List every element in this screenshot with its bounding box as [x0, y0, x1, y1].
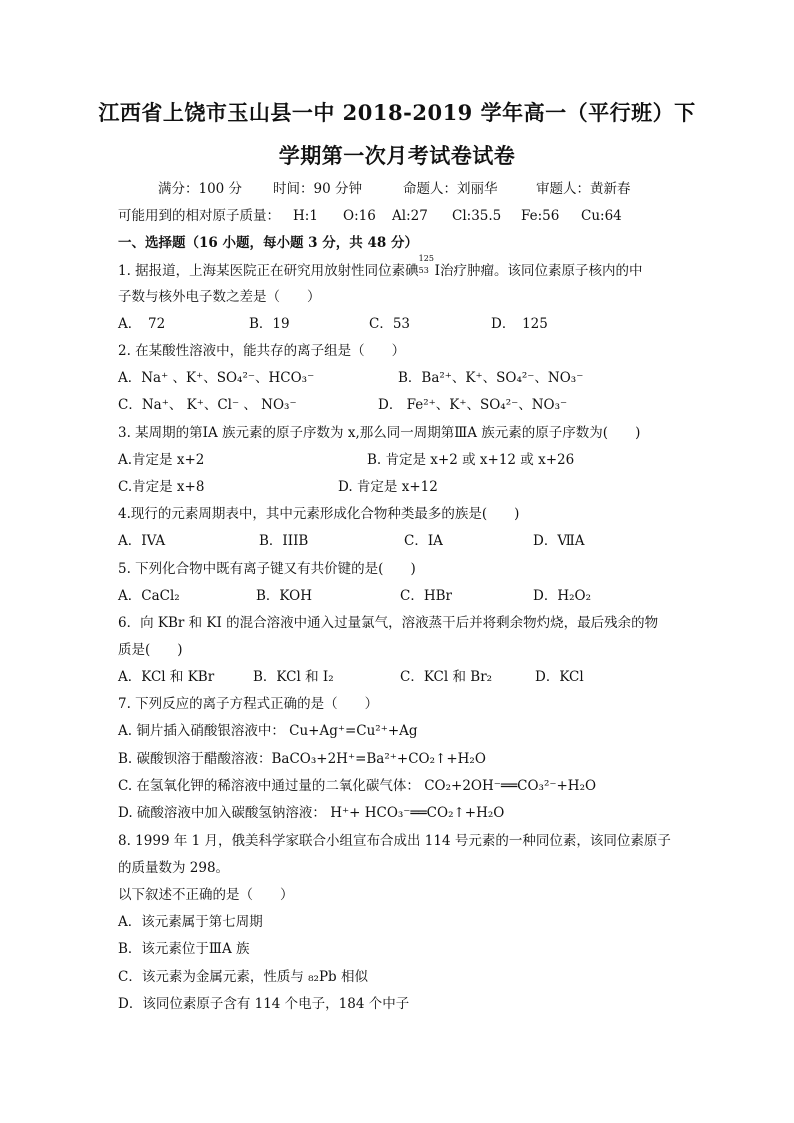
question-7-stem: 7. 下列反应的离子方程式正确的是（ ） [118, 696, 379, 712]
question-8-stem: 8. 1999 年 1 月，俄美科学家联合小组宣布合成出 114 号元素的一种同位素，该同位素原子 [118, 833, 671, 849]
question-6-stem: 6．向 KBr 和 KI 的混合溶液中通入过量氯气，溶液蒸干后并将剩余物灼烧，最后残余的物 [118, 615, 659, 631]
exam-title-line2: 学期第一次月考试卷试卷 [278, 143, 516, 168]
option-a: A.肯定是 x+2 [118, 452, 205, 468]
atomic-mass-item: H:1 [293, 208, 318, 224]
question-1-stem [118, 254, 643, 280]
option-a: A．该元素属于第七周期 [118, 914, 263, 930]
question-5-stem: 5. 下列化合物中既有离子键又有共价键的是( ) [118, 561, 416, 577]
option-c: C. 在氢氧化钾的稀溶液中通过量的二氧化碳气体： CO₂+2OH⁻══CO₃²⁻+H₂O [118, 778, 597, 794]
option-a: A． 72 [118, 316, 166, 332]
option-d: D. 硫酸溶液中加入碳酸氢钠溶液： H⁺+ HCO₃⁻══CO₂↑+H₂O [118, 805, 505, 821]
question-2-stem: 2. 在某酸性溶液中，能共存的离子组是（ ） [118, 343, 406, 359]
mass-number: 125 [418, 254, 434, 263]
exam-time: 时间：90 分钟 [273, 181, 362, 197]
option-b: B. 碳酸钡溶于醋酸溶液：BaCO₃+2H⁺=Ba²⁺+CO₂↑+H₂O [118, 751, 486, 767]
question-author: 命题人：刘丽华 [403, 181, 498, 197]
question-1-stem-part: 治疗肿瘤。该同位素原子核内的中 [440, 263, 643, 279]
option-c: C．ⅠA [404, 533, 443, 549]
option-b: B．IIIB [259, 533, 309, 549]
option-d: D．KCl [535, 669, 584, 685]
option-a: A．IVA [118, 533, 166, 549]
atomic-mass-item: Al:27 [392, 208, 428, 224]
option-c: C．KCl 和 Br₂ [400, 669, 493, 685]
atomic-mass-item: Cu:64 [581, 208, 622, 224]
option-b: B．KOH [256, 588, 312, 604]
option-a: A．KCl 和 KBr [118, 669, 215, 685]
option-c: C.肯定是 x+8 [118, 479, 205, 495]
section-heading: 一、选择题（16 小题，每小题 3 分，共 48 分） [118, 235, 418, 251]
exam-title-line1: 江西省上饶市玉山县一中 2018-2019 学年高一（平行班）下 [98, 100, 696, 125]
question-1-stem-cont: 子数与核外电子数之差是（ ） [118, 289, 321, 305]
atomic-mass-label: 可能用到的相对原子质量： [118, 208, 280, 224]
element-symbol: I [434, 263, 441, 279]
option-d: D． 125 [491, 316, 548, 332]
option-d: D．ⅦA [533, 533, 585, 549]
question-8-prompt: 以下叙述不正确的是（ ） [118, 887, 294, 903]
full-score: 满分：100 分 [158, 181, 243, 197]
reviewer: 审题人：黄新春 [536, 181, 631, 197]
question-6-stem-cont: 质是( ) [118, 642, 183, 658]
option-d: D． Fe²⁺、K⁺、SO₄²⁻、NO₃⁻ [378, 397, 568, 413]
question-1-stem-part: 1. 据报道，上海某医院正在研究用放射性同位素碘 [118, 263, 419, 279]
option-d: D．该同位素原子含有 114 个电子，184 个中子 [118, 996, 410, 1012]
atomic-mass-item: Fe:56 [521, 208, 560, 224]
atomic-mass-item: Cl:35.5 [452, 208, 502, 224]
option-a: A．CaCl₂ [118, 588, 180, 604]
question-8-stem-cont: 的质量数为 298。 [118, 860, 230, 876]
option-c: C．Na⁺、 K⁺、Cl⁻ 、 NO₃⁻ [118, 397, 297, 413]
question-4-stem: 4.现行的元素周期表中，其中元素形成化合物种类最多的族是( ) [118, 506, 520, 522]
option-b: B．Ba²⁺、K⁺、SO₄²⁻、NO₃⁻ [398, 370, 584, 386]
option-b: B. 肯定是 x+2 或 x+12 或 x+26 [367, 452, 575, 468]
question-3-stem: 3. 某周期的第ⅠA 族元素的原子序数为 x,那么同一周期第ⅢA 族元素的原子序数为( ) [118, 425, 641, 441]
option-a: A．Na⁺ 、K⁺、SO₄²⁻、HCO₃⁻ [118, 370, 315, 386]
option-a: A. 铜片插入硝酸银溶液中： Cu+Ag⁺=Cu²⁺+Ag [118, 723, 418, 739]
atomic-number: 53 [418, 266, 429, 275]
option-c: C．53 [369, 316, 411, 332]
option-d: D．H₂O₂ [533, 588, 591, 604]
atomic-mass-item: O:16 [343, 208, 376, 224]
option-b: B．该元素位于ⅢA 族 [118, 941, 250, 957]
option-c: C．HBr [400, 588, 452, 604]
option-c: C．该元素为金属元素，性质与 ₈₂Pb 相似 [118, 969, 368, 985]
option-b: B．KCl 和 I₂ [253, 669, 334, 685]
option-b: B．19 [249, 316, 290, 332]
isotope-notation [418, 254, 435, 275]
option-d: D. 肯定是 x+12 [338, 479, 438, 495]
